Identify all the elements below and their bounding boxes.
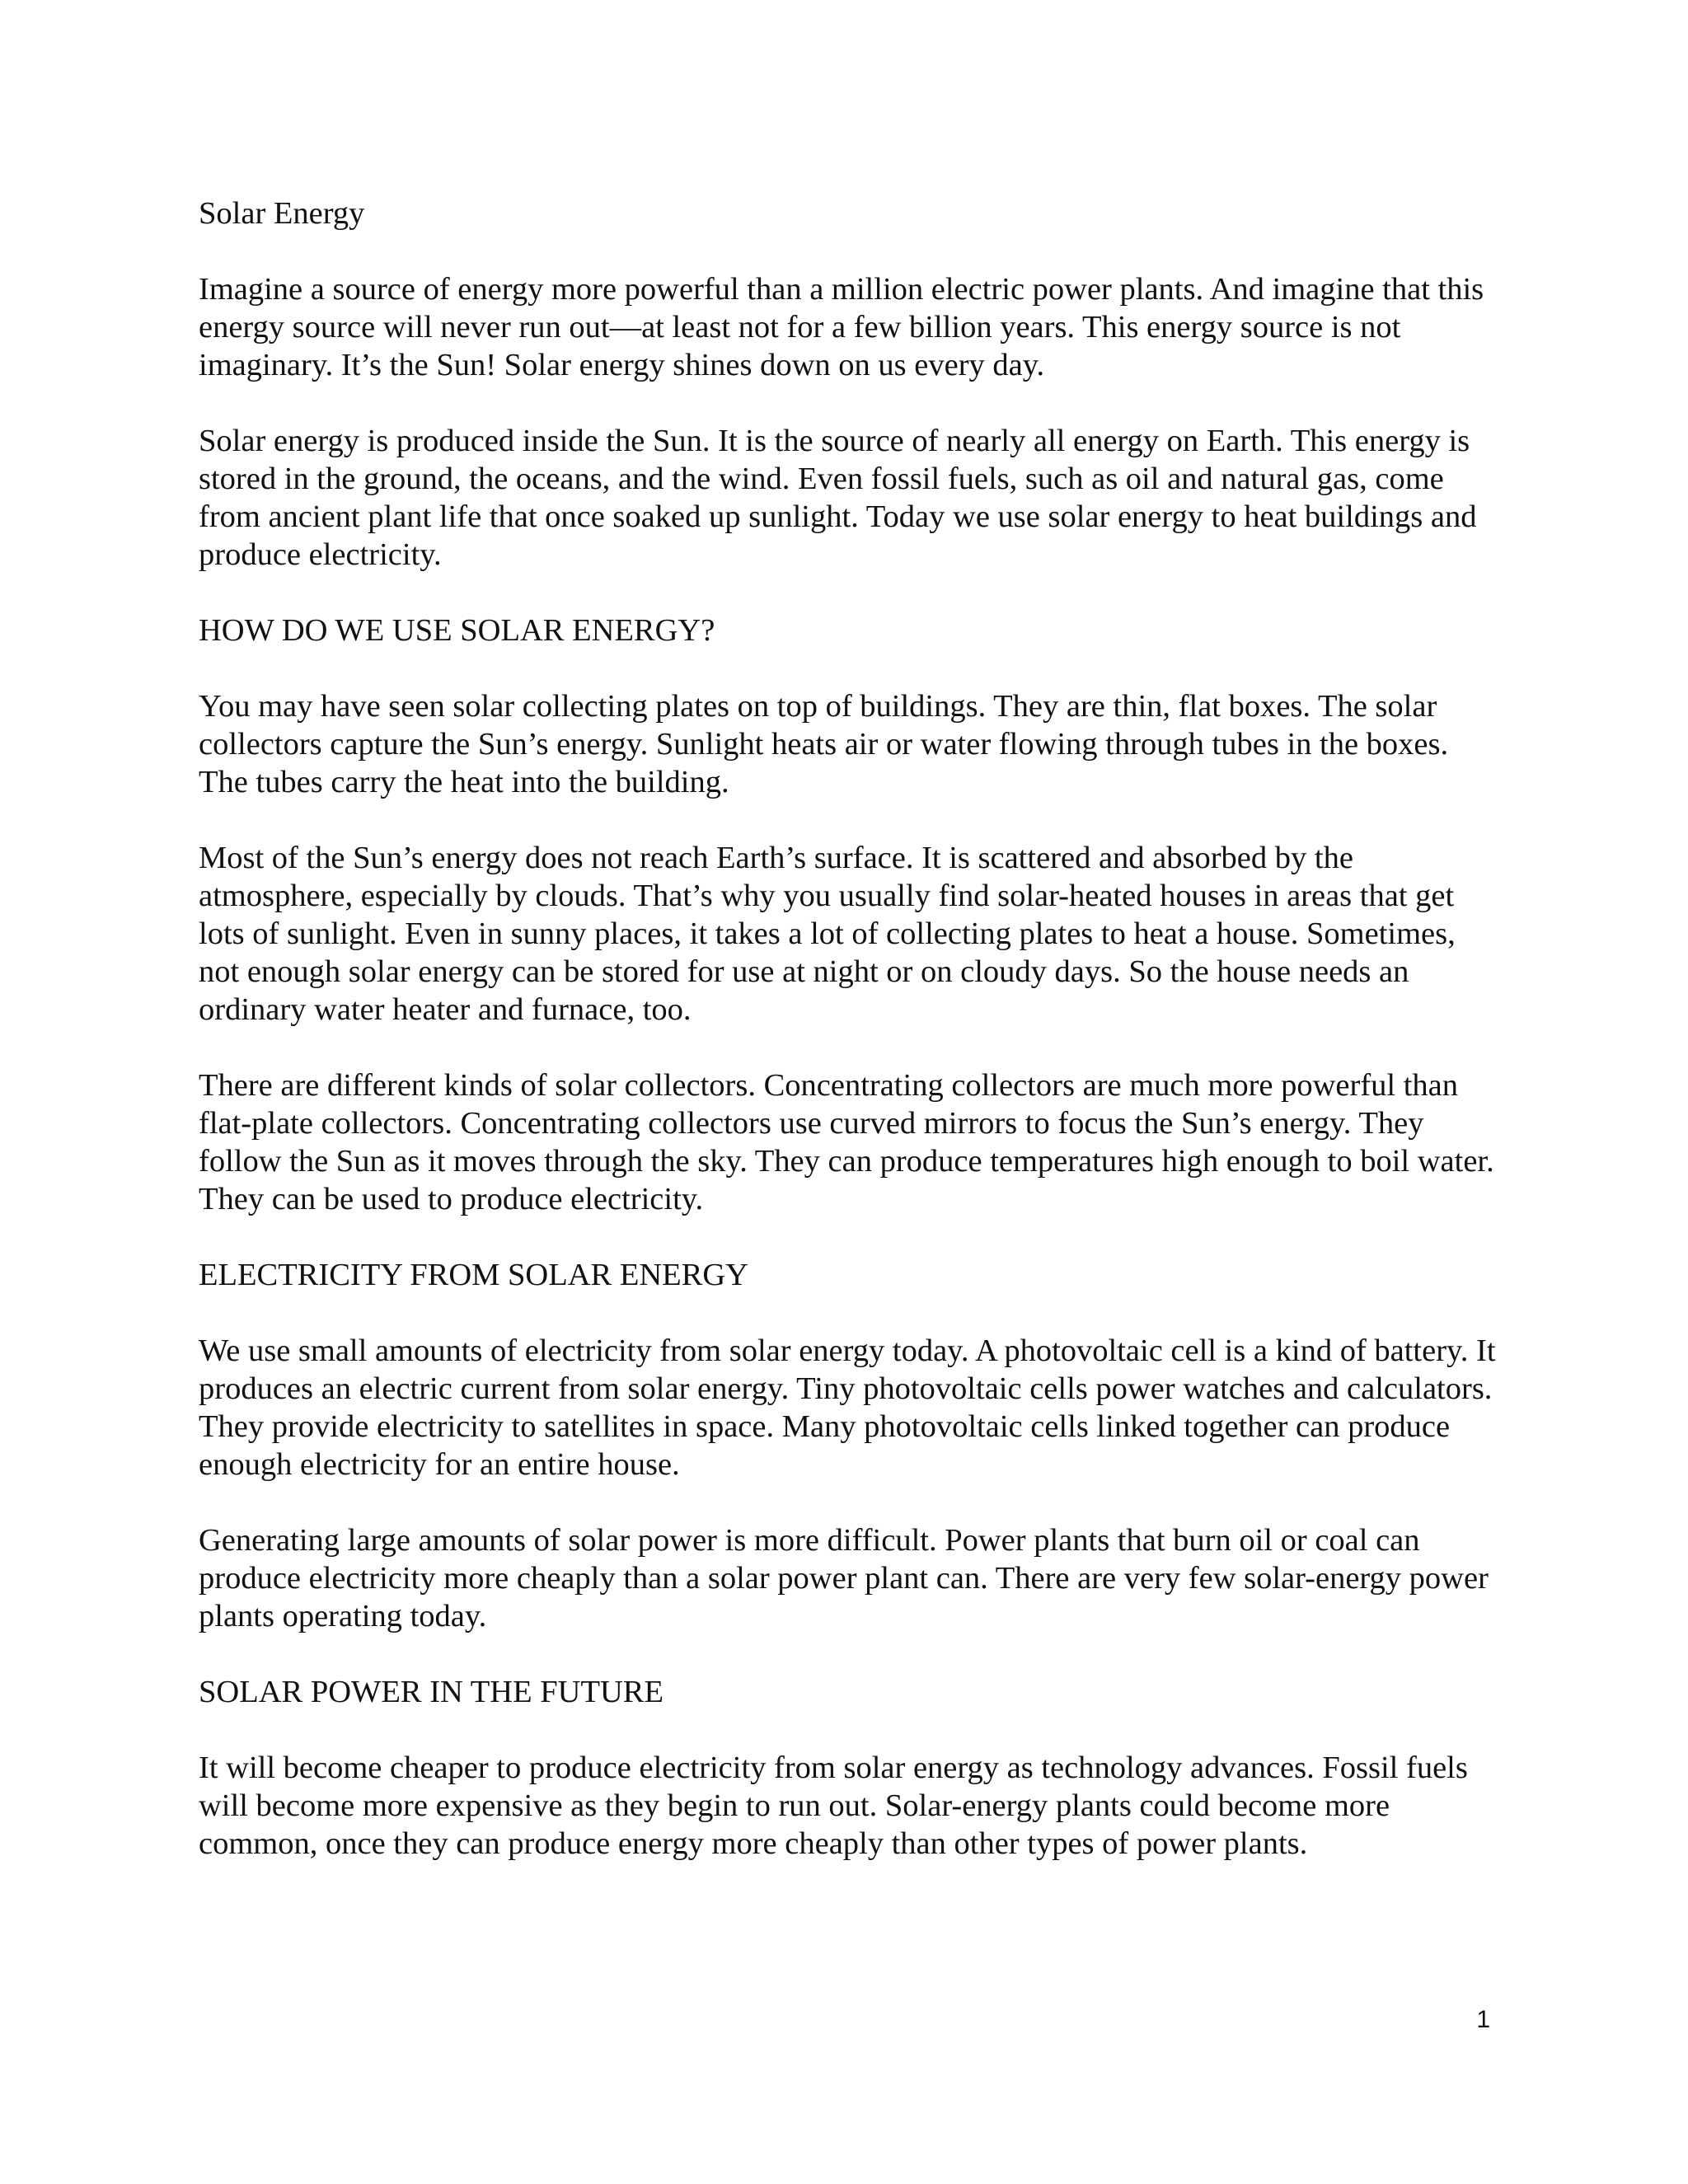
document-title: Solar Energy [199,196,365,231]
document-body [199,194,1501,1863]
section-2-paragraph-1: We use small amounts of electricity from solar energy today. A photovoltaic cell is a kind of battery. It produces an electric current from solar energy. Tiny photovoltaic cells power watches and calculators. They provide electricity to satellites in space. Many photovoltaic cells linked together can produce enough electricity for an entire house. [199,1333,1496,1482]
intro-paragraph-2: Solar energy is produced inside the Sun. It is the source of nearly all energy on Earth. This energy is stored in the ground, the oceans, and the wind. Even fossil fuels, such as oil and natural gas, come from ancient plant life that once soaked up sunlight. Today we use solar energy to heat buildings and produce electricity. [199,424,1477,572]
section-3-paragraph-1: It will become cheaper to produce electricity from solar energy as technology advances. Fossil fuels will become more expensive as they begin to run out. Solar-energy plants could become more common, once they can produce energy more cheaply than other types of power plants. [199,1750,1468,1861]
section-heading-electricity: ELECTRICITY FROM SOLAR ENERGY [199,1258,748,1292]
section-heading-how-we-use: HOW DO WE USE SOLAR ENERGY? [199,613,715,648]
section-1-paragraph-1: You may have seen solar collecting plates on top of buildings. They are thin, flat boxes. The solar collectors capture the Sun’s energy. Sunlight heats air or water flowing through tubes in the boxes. The tubes carry the heat into the building. [199,689,1449,799]
page-number: 1 [1476,2006,1490,2033]
intro-paragraph-1: Imagine a source of energy more powerful than a million electric power plants. And imagine that this energy source will never run out—at least not for a few billion years. This energy source is not imaginary. It’s the Sun! Solar energy shines down on us every day. [199,272,1484,382]
section-1-paragraph-3: There are different kinds of solar collectors. Concentrating collectors are much more powerful than flat-plate collectors. Concentrating collectors use curved mirrors to focus the Sun’s energy. They follow the Sun as it moves through the sky. They can produce temperatures high enough to boil water. They can be used to produce electricity. [199,1068,1494,1216]
section-heading-future: SOLAR POWER IN THE FUTURE [199,1675,663,1709]
section-1-paragraph-2: Most of the Sun’s energy does not reach Earth’s surface. It is scattered and absorbed by the atmosphere, especially by clouds. That’s why you usually find solar-heated houses in areas that get lots of sunlight. Even in sunny places, it takes a lot of collecting plates to heat a house. Sometimes, not enough solar energy can be stored for use at night or on cloudy days. So the house needs an ordinary water heater and furnace, too. [199,841,1456,1027]
section-2-paragraph-2: Generating large amounts of solar power is more difficult. Power plants that burn oil or coal can produce electricity more cheaply than a solar power plant can. There are very few solar-energy power plants operating today. [199,1523,1489,1633]
